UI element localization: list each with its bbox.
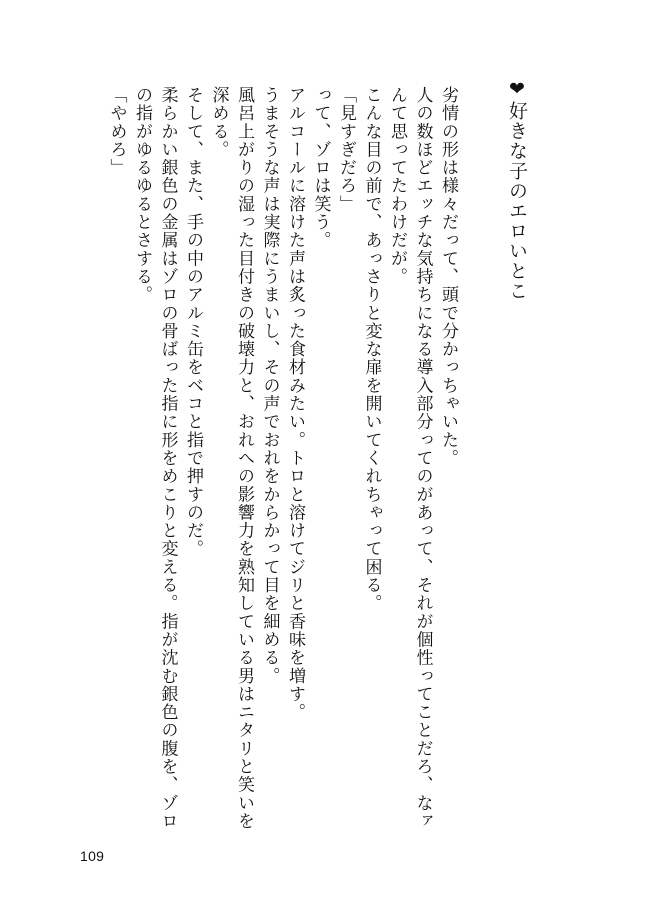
paragraph: うまそうな声は実際にうまいし、その声でおれをからかって目を細める。 <box>259 86 280 685</box>
paragraph: そして、また、手の中のアルミ缶をベコと指で押すのだ。 <box>183 86 203 558</box>
dialogue-line: 「見すぎだろ」 <box>336 86 356 214</box>
chapter-title <box>502 78 532 301</box>
paragraph: 柔らかい銀色の金属はゾロの骨ばった指に形をめこりと変える。指が沈む銀色の腹を、ゾロの指がゆるゆるとさする。 <box>132 86 178 831</box>
paragraph: アルコールに溶けた声は炙った食材みたい。トロと溶けてジリと香味を増す。 <box>285 86 305 722</box>
chapter-title-text: 好きな子のエロいとこ <box>506 101 528 301</box>
paragraph: 風呂上がりの湿った目付きの破壊力と、おれへの影響力を熟知している男はニタリと笑いを深める。 <box>208 86 254 831</box>
paragraph: 人の数ほどエッチな気持ちになる導入部分ってのがあって、それが個性ってことだろ、なァんて思ってたわけだが。 <box>387 86 433 831</box>
body-text <box>106 86 460 846</box>
paragraph: って、ゾロは笑う。 <box>310 86 331 250</box>
paragraph: こんな目の前で、あっさりと変な扉を開いてくれちゃって困る。 <box>361 86 382 613</box>
paragraph: 劣情の形は様々だって、頭で分かっちゃいた。 <box>438 86 458 468</box>
dialogue-line: 「やめろ」 <box>106 86 127 177</box>
page-number: 109 <box>80 848 105 864</box>
heart-icon: ❤ <box>506 78 528 101</box>
